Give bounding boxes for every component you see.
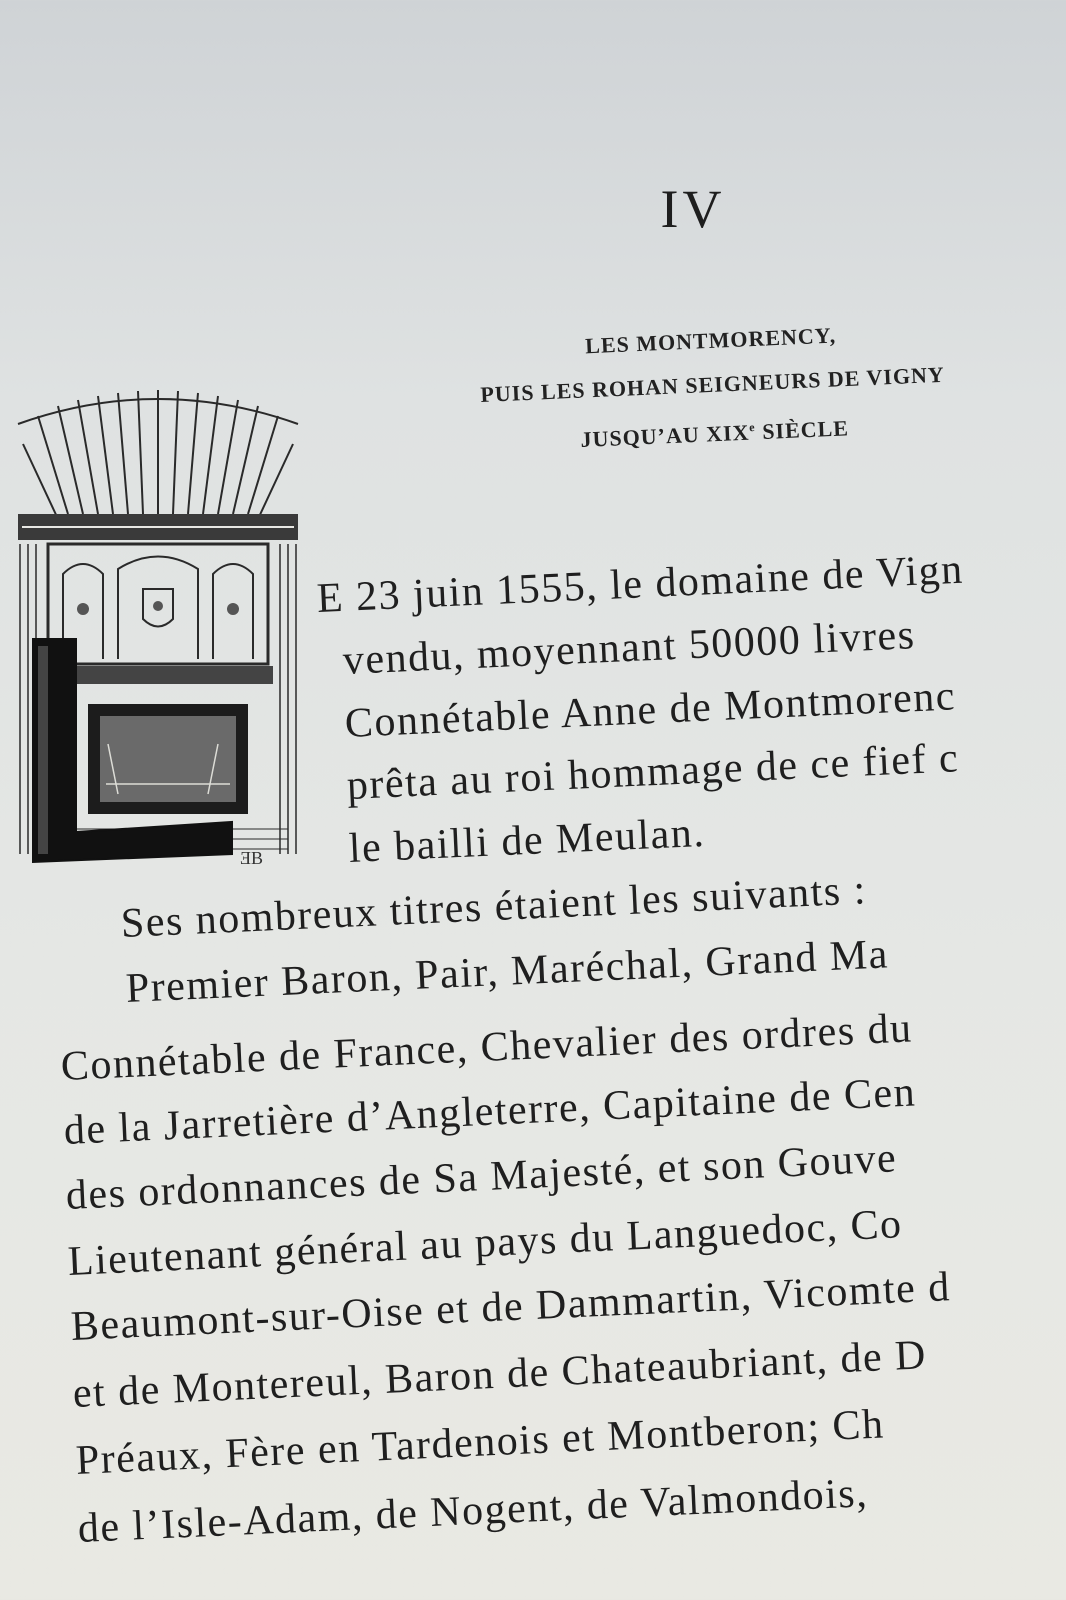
body-line-15: de l’Isle-Adam, de Nogent, de Valmondois, — [76, 1470, 870, 1553]
body-line-4: prêta au roi hommage de ce fief c — [345, 735, 961, 810]
body-line-11: Lieutenant général au pays du Languedoc, Co — [66, 1201, 904, 1286]
body-line-7: Premier Baron, Pair, Maréchal, Grand Ma — [124, 931, 890, 1013]
engraver-initials: ƎB — [240, 848, 264, 868]
body-line-10: des ordonnances de Sa Majesté, et son Gouve — [64, 1135, 899, 1220]
chapter-title-line-1: LES MONTMORENCY, — [584, 322, 837, 359]
body-line-3: Connétable Anne de Montmorenc — [343, 673, 957, 748]
body-line-9: de la Jarretière d’Angleterre, Capitaine de Cen — [62, 1069, 918, 1155]
body-line-2: vendu, moyennant 50000 livres — [341, 612, 917, 685]
body-line-13: et de Montereul, Baron de Chateaubriant, de D — [71, 1332, 928, 1418]
chapter-title-line-2: PUIS LES ROHAN SEIGNEURS DE VIGNY — [479, 361, 946, 407]
body-line-5: le bailli de Meulan. — [347, 809, 707, 873]
body-line-1: E 23 juin 1555, le domaine de Vign — [315, 546, 965, 623]
chapter-title-line-3-end: SIÈCLE — [755, 415, 850, 445]
body-line-14: Préaux, Fère en Tardenois et Montberon; Ch — [74, 1401, 886, 1485]
chapter-number: IV — [660, 179, 726, 239]
chapter-title-superscript: e — [748, 420, 756, 435]
body-line-8: Connétable de France, Chevalier des ordres du — [59, 1005, 914, 1091]
chapter-title-line-3-text: JUSQU’AU XIX — [579, 419, 750, 452]
body-line-6: Ses nombreux titres étaient les suivants : — [119, 867, 868, 948]
body-line-12: Beaumont-sur-Oise et de Dammartin, Vicomte d — [69, 1264, 952, 1351]
